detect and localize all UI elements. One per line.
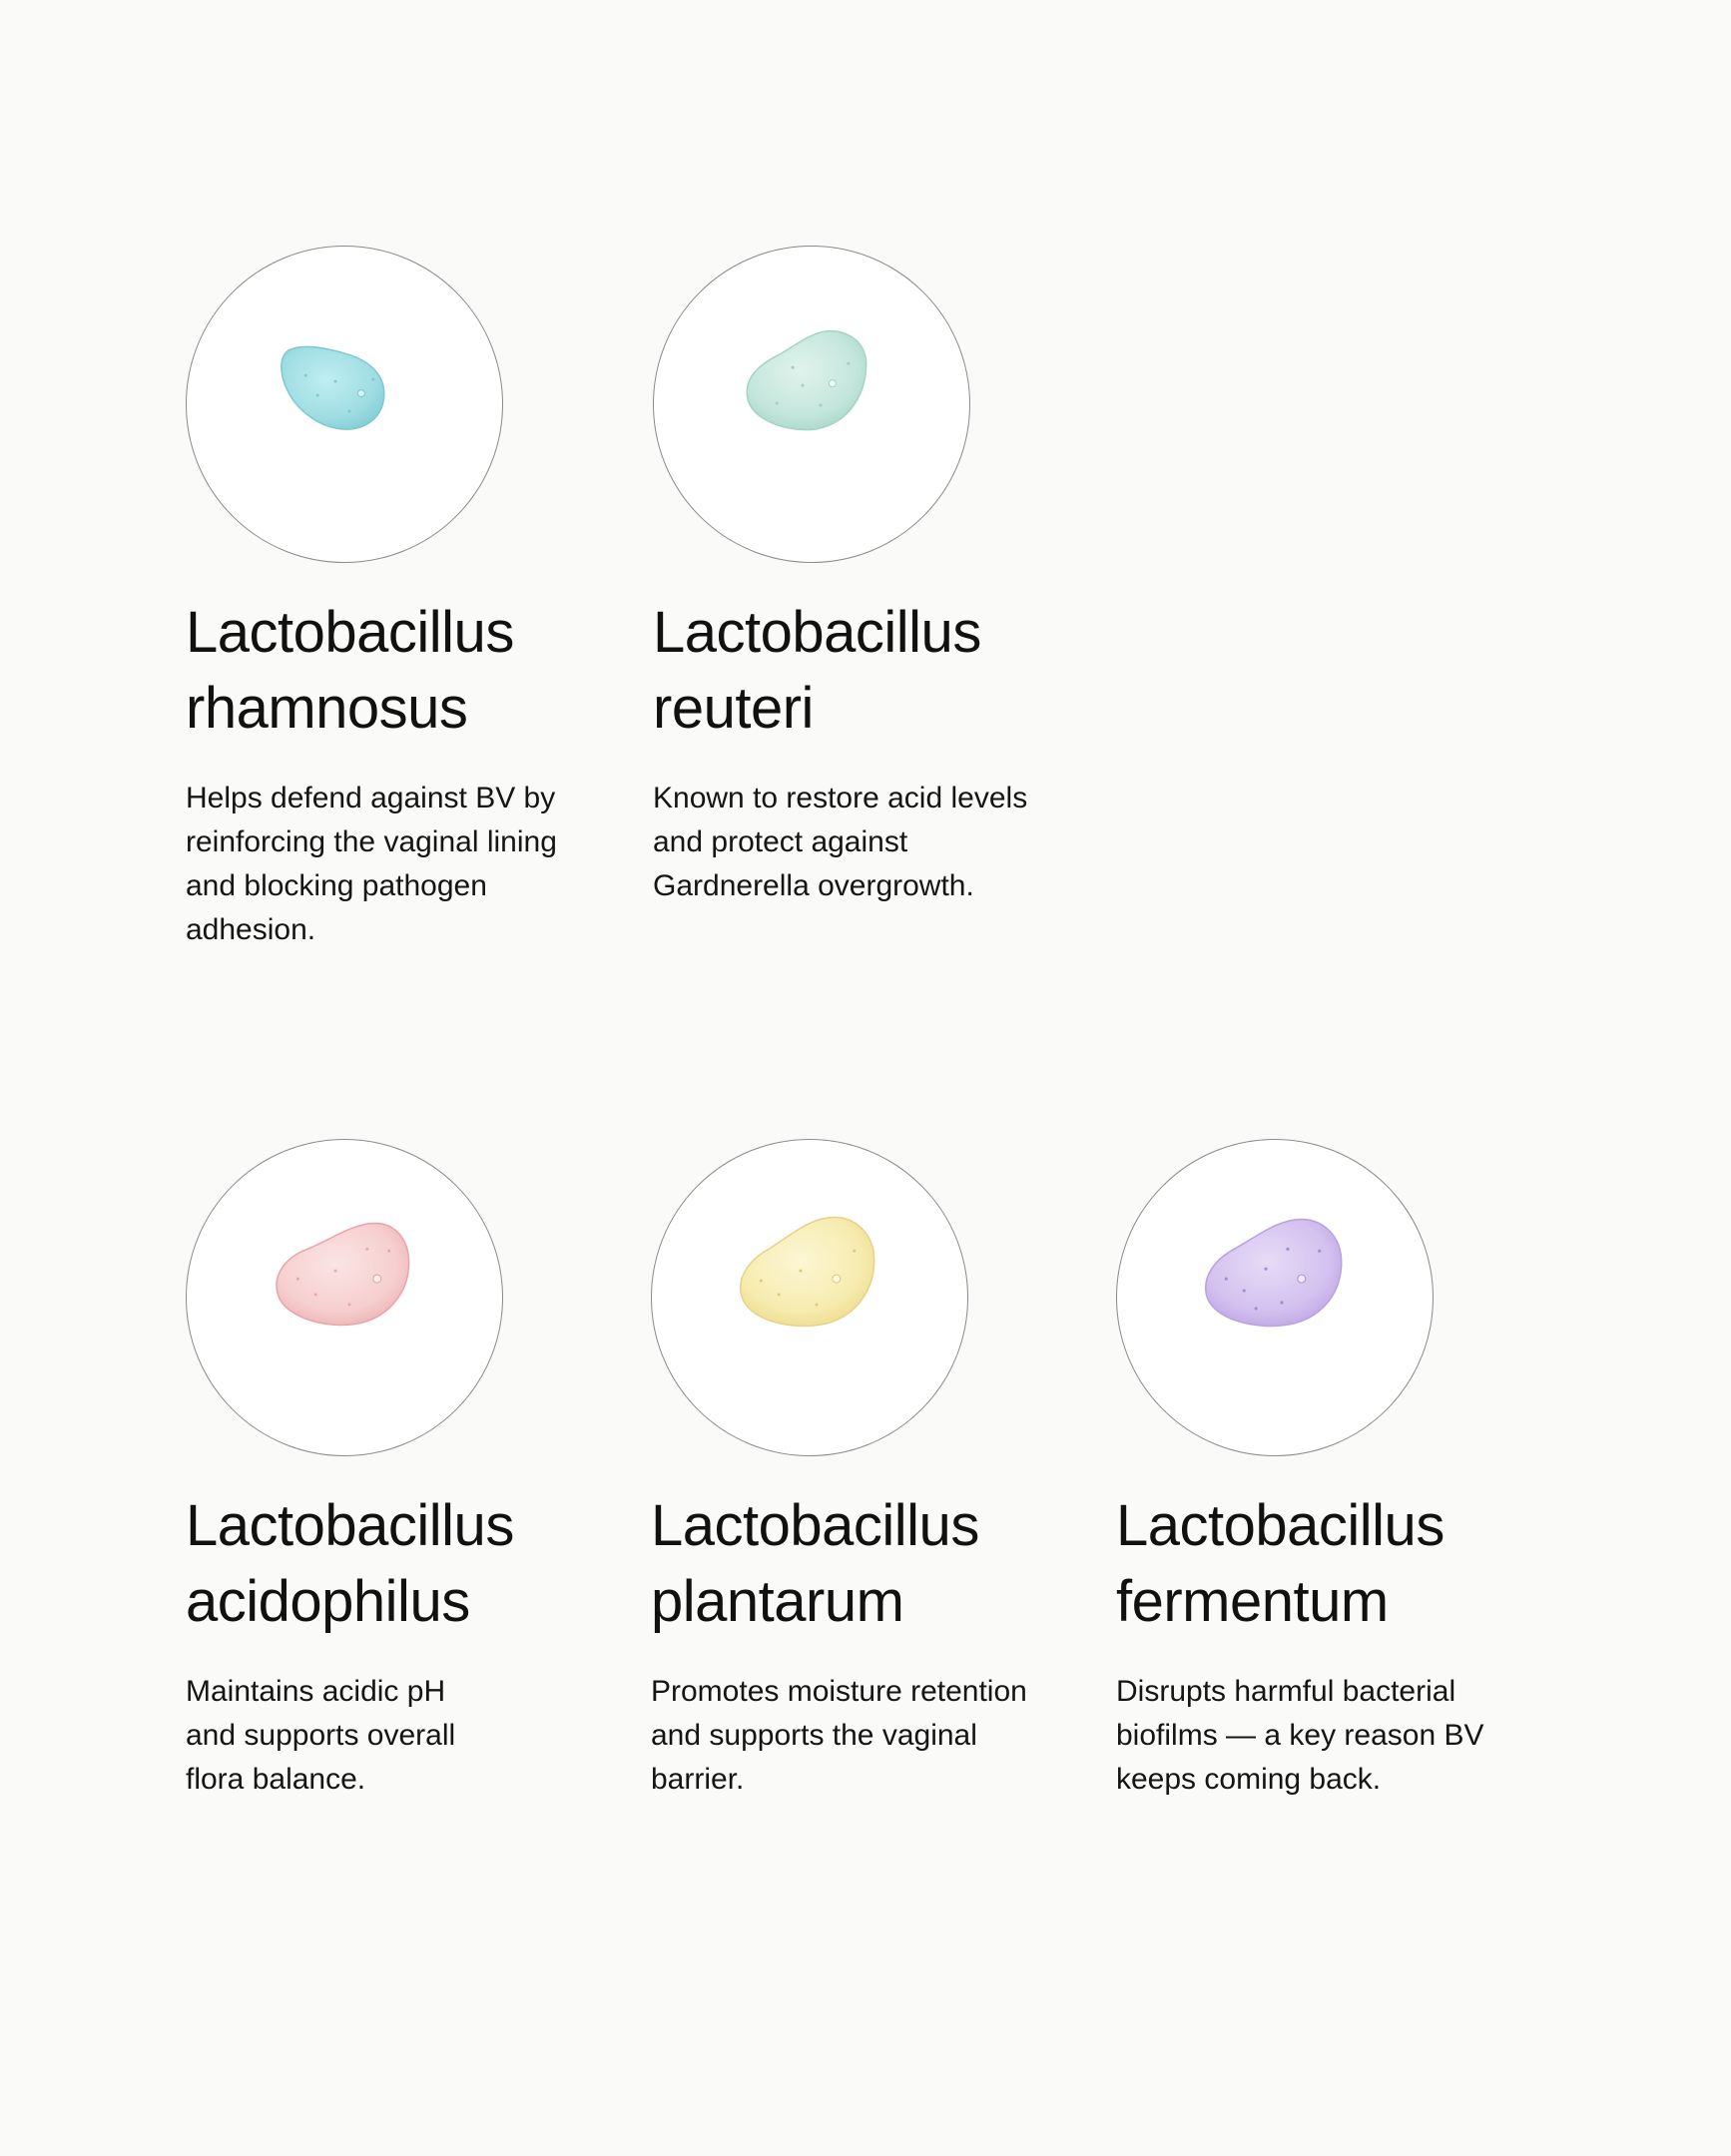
strain-name [651,1488,1090,1640]
strain-image-circle [186,246,503,563]
strain-name-species: reuteri [653,676,814,741]
lavender-gel-drop-icon [1117,1140,1433,1455]
strain-name-species: acidophilus [186,1569,470,1634]
strain-name-species: plantarum [651,1569,904,1634]
strain-image-circle [653,246,970,563]
strain-description: Known to restore acid levels and protect against Gardnerella overgrowth. [653,782,1028,902]
strain-name-genus: Lactobacillus [186,600,514,665]
strain-description: Helps defend against BV by reinforcing the vaginal lining and blocking pathogen adhesion. [186,782,557,946]
yellow-gel-drop-icon [652,1140,967,1455]
strain-name [1116,1488,1555,1640]
strain-name-genus: Lactobacillus [653,600,981,665]
strain-description: Disrupts harmful bacterial biofilms — a key reason BV keeps coming back. [1116,1675,1484,1796]
blue-gel-drop-icon [187,247,502,562]
strain-image-circle [1116,1139,1434,1456]
strain-description: Maintains acidic pH and supports overall flora balance. [186,1675,456,1796]
strain-name-species: fermentum [1116,1569,1389,1634]
strain-name-genus: Lactobacillus [1116,1493,1444,1558]
strain-card-rhamnosus [186,246,625,952]
strain-description: Promotes moisture retention and supports the vaginal barrier. [651,1675,1027,1796]
strain-name [186,595,625,747]
strain-card-reuteri [653,246,1092,908]
strain-name [186,1488,625,1640]
strain-card-plantarum [651,1139,1090,1802]
strain-name-genus: Lactobacillus [651,1493,979,1558]
strain-image-circle [651,1139,968,1456]
strain-name-species: rhamnosus [186,676,468,741]
strain-name [653,595,1092,747]
strain-image-circle [186,1139,503,1456]
strain-card-acidophilus [186,1139,625,1802]
pink-gel-drop-icon [187,1140,502,1455]
strain-card-fermentum [1116,1139,1555,1802]
strain-name-genus: Lactobacillus [186,1493,514,1558]
mint-gel-drop-icon [654,247,969,562]
